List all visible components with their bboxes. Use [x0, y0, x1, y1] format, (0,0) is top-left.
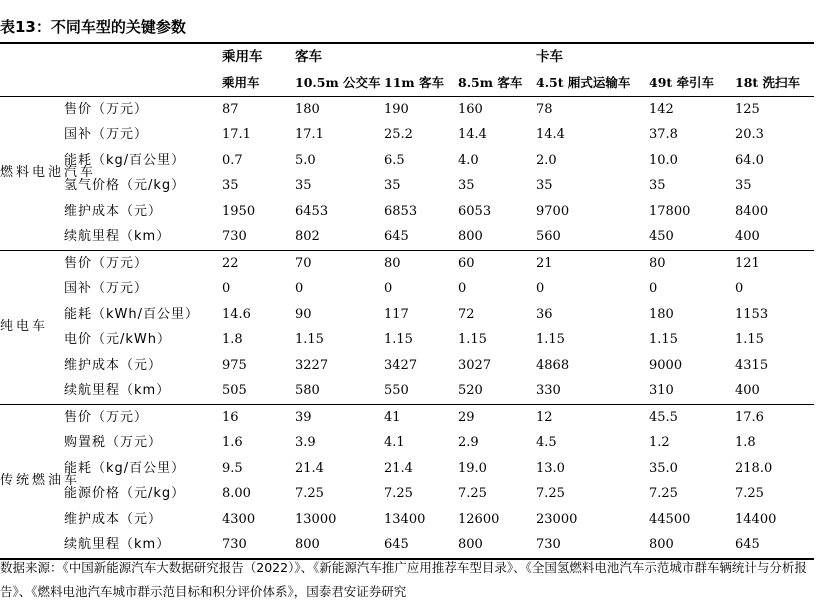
- value-cell: 35.0: [649, 460, 678, 476]
- value-cell: 7.25: [536, 486, 565, 501]
- value-cell: 16: [222, 404, 295, 430]
- value-cell: 190: [384, 96, 458, 122]
- value-cell: 330: [536, 383, 561, 398]
- value-cell: 1153: [735, 306, 769, 322]
- value-cell: 22: [222, 250, 295, 276]
- value-cell: 1.6: [222, 435, 243, 450]
- value-cell: 35: [295, 178, 312, 193]
- header-category-row: [0, 43, 814, 70]
- value-cell: 35: [384, 178, 401, 193]
- metric-label: 能耗（kWh/百公里）: [64, 306, 200, 322]
- value-cell: 17.1: [222, 127, 251, 142]
- metric-label: 维护成本（元）: [64, 511, 163, 527]
- header-empty-cell: [0, 43, 64, 70]
- value-cell: 35: [222, 178, 239, 193]
- value-cell: 975: [222, 357, 247, 373]
- value-cell: 70: [295, 250, 384, 276]
- table-row: [0, 456, 814, 482]
- metric-label: 能耗（kg/百公里）: [64, 460, 186, 476]
- value-cell: 7.25: [649, 486, 678, 501]
- table-title: 表13：不同车型的关键参数: [0, 18, 186, 36]
- value-cell: 180: [295, 96, 384, 122]
- value-cell: 8400: [735, 203, 769, 219]
- value-cell: 17.1: [295, 127, 324, 142]
- value-cell: 10.0: [649, 152, 678, 168]
- value-cell: 7.25: [384, 486, 413, 501]
- header-model-row: [0, 70, 814, 96]
- value-cell: 1.15: [295, 332, 324, 347]
- value-cell: 730: [222, 229, 247, 244]
- value-cell: 1.2: [649, 435, 670, 450]
- value-cell: 1.15: [536, 332, 565, 347]
- value-cell: 520: [458, 383, 483, 398]
- value-cell: 14.4: [536, 127, 565, 142]
- header-category-passenger: 乘用车: [222, 49, 263, 65]
- metric-label: 续航里程（km）: [64, 383, 171, 398]
- value-cell: 560: [536, 229, 561, 244]
- table-row: [0, 302, 814, 328]
- value-cell: 12600: [458, 511, 500, 527]
- table-row: [0, 430, 814, 456]
- value-cell: 35: [458, 178, 475, 193]
- value-cell: 5.0: [295, 152, 316, 168]
- value-cell: 1.15: [458, 332, 487, 347]
- value-cell: 2.0: [536, 152, 557, 168]
- table-row: [0, 404, 814, 430]
- value-cell: 180: [649, 306, 674, 322]
- value-cell: 45.5: [649, 404, 735, 430]
- table-row: [0, 173, 814, 199]
- value-cell: 7.25: [735, 486, 764, 501]
- table-row: [0, 532, 814, 559]
- value-cell: 36: [536, 306, 553, 322]
- value-cell: 450: [649, 229, 674, 244]
- value-cell: 44500: [649, 511, 691, 527]
- section-label: 纯电车: [0, 250, 64, 404]
- value-cell: 13.0: [536, 460, 565, 476]
- value-cell: 800: [458, 229, 483, 244]
- value-cell: 4315: [735, 357, 769, 373]
- value-cell: 1.8: [222, 332, 243, 347]
- value-cell: 21: [536, 250, 649, 276]
- metric-label: 售价（万元）: [64, 96, 222, 122]
- value-cell: 87: [222, 96, 295, 122]
- value-cell: 800: [458, 537, 483, 552]
- value-cell: 17.6: [735, 404, 814, 430]
- metric-label: 国补（万元）: [64, 281, 149, 296]
- value-cell: 13400: [384, 511, 426, 527]
- value-cell: 4.1: [384, 435, 405, 450]
- table-row: [0, 250, 814, 276]
- value-cell: 17800: [649, 203, 691, 219]
- table-row: [0, 507, 814, 533]
- metric-label: 续航里程（km）: [64, 537, 171, 552]
- value-cell: 35: [649, 178, 666, 193]
- header-empty-cell: [0, 70, 64, 96]
- value-cell: 6453: [295, 203, 329, 219]
- value-cell: 160: [458, 96, 536, 122]
- value-cell: 80: [384, 250, 458, 276]
- value-cell: 7.25: [295, 486, 324, 501]
- value-cell: 35: [735, 178, 752, 193]
- table-row: [0, 276, 814, 302]
- table-row: [0, 353, 814, 379]
- header-empty-cell: [64, 70, 222, 96]
- value-cell: 1.15: [735, 332, 764, 347]
- metric-label: 售价（万元）: [64, 404, 222, 430]
- value-cell: 19.0: [458, 460, 487, 476]
- value-cell: 0.7: [222, 152, 243, 168]
- value-cell: 0: [735, 281, 744, 296]
- value-cell: 6053: [458, 203, 492, 219]
- value-cell: 4.5: [536, 435, 557, 450]
- metric-label: 购置税（万元）: [64, 435, 163, 450]
- value-cell: 14400: [735, 511, 777, 527]
- metric-label: 电价（元/kWh）: [64, 332, 172, 347]
- value-cell: 0: [384, 281, 393, 296]
- header-category-truck: 卡车: [536, 49, 563, 65]
- header-model: 4.5t 厢式运输车: [536, 75, 631, 90]
- value-cell: 0: [536, 281, 545, 296]
- header-model: 乘用车: [222, 75, 260, 90]
- value-cell: 12: [536, 404, 649, 430]
- metric-label: 续航里程（km）: [64, 229, 171, 244]
- value-cell: 14.6: [222, 306, 251, 322]
- value-cell: 9.5: [222, 460, 243, 476]
- value-cell: 8.00: [222, 486, 251, 501]
- value-cell: 21.4: [295, 460, 324, 476]
- value-cell: 142: [649, 96, 735, 122]
- value-cell: 505: [222, 383, 247, 398]
- value-cell: 4300: [222, 511, 256, 527]
- value-cell: 64.0: [735, 152, 764, 168]
- value-cell: 0: [222, 281, 231, 296]
- value-cell: 14.4: [458, 127, 487, 142]
- section-label: 传统燃油车: [0, 404, 64, 559]
- value-cell: 400: [735, 229, 760, 244]
- value-cell: 550: [384, 383, 409, 398]
- value-cell: 41: [384, 404, 458, 430]
- table-row: [0, 148, 814, 174]
- value-cell: 4868: [536, 357, 570, 373]
- value-cell: 7.25: [458, 486, 487, 501]
- value-cell: 117: [384, 306, 409, 322]
- metric-label: 氢气价格（元/kg）: [64, 178, 186, 193]
- value-cell: 645: [735, 537, 760, 552]
- value-cell: 3227: [295, 357, 329, 373]
- value-cell: 37.8: [649, 127, 678, 142]
- table-row: [0, 224, 814, 250]
- value-cell: 310: [649, 383, 674, 398]
- value-cell: 1950: [222, 203, 256, 219]
- value-cell: 125: [735, 96, 814, 122]
- table-row: [0, 327, 814, 353]
- value-cell: 35: [536, 178, 553, 193]
- value-cell: 25.2: [384, 127, 413, 142]
- value-cell: 80: [649, 250, 735, 276]
- value-cell: 800: [649, 537, 674, 552]
- value-cell: 23000: [536, 511, 578, 527]
- value-cell: 730: [536, 537, 561, 552]
- value-cell: 29: [458, 404, 536, 430]
- value-cell: 802: [295, 229, 320, 244]
- value-cell: 90: [295, 306, 312, 322]
- value-cell: 645: [384, 229, 409, 244]
- header-category-bus: 客车: [295, 49, 322, 65]
- metric-label: 能源价格（元/kg）: [64, 486, 186, 501]
- header-model: 10.5m 公交车: [295, 75, 381, 90]
- value-cell: 730: [222, 537, 247, 552]
- value-cell: 6.5: [384, 152, 405, 168]
- value-cell: 1.15: [649, 332, 678, 347]
- section-label: 燃料电池汽车: [0, 96, 64, 250]
- table-row: [0, 96, 814, 122]
- metric-label: 售价（万元）: [64, 250, 222, 276]
- value-cell: 218.0: [735, 460, 773, 476]
- header-model: 49t 牵引车: [649, 75, 715, 90]
- value-cell: 1.8: [735, 435, 756, 450]
- value-cell: 3.9: [295, 435, 316, 450]
- value-cell: 0: [295, 281, 304, 296]
- value-cell: 800: [295, 537, 320, 552]
- value-cell: 60: [458, 250, 536, 276]
- parameters-table: [0, 42, 814, 560]
- source-note: 数据来源：《中国新能源汽车大数据研究报告（2022）》、《新能源汽车推广应用推荐车型目录》、《全国氢燃料电池汽车示范城市群车辆统计与分析报告》、《燃料电池汽车城市群示范目标和积分评价体系》，国泰君安证券研究: [0, 560, 807, 599]
- value-cell: 121: [735, 250, 814, 276]
- table-row: [0, 378, 814, 404]
- value-cell: 21.4: [384, 460, 413, 476]
- value-cell: 0: [458, 281, 467, 296]
- value-cell: 2.9: [458, 435, 479, 450]
- table-row: [0, 199, 814, 225]
- value-cell: 6853: [384, 203, 418, 219]
- value-cell: 0: [649, 281, 658, 296]
- value-cell: 20.3: [735, 127, 764, 142]
- value-cell: 580: [295, 383, 320, 398]
- table-row: [0, 481, 814, 507]
- value-cell: 39: [295, 404, 384, 430]
- metric-label: 能耗（kg/百公里）: [64, 152, 186, 168]
- value-cell: 3027: [458, 357, 492, 373]
- value-cell: 78: [536, 96, 649, 122]
- value-cell: 4.0: [458, 152, 479, 168]
- value-cell: 13000: [295, 511, 337, 527]
- header-model: 11m 客车: [384, 75, 444, 90]
- value-cell: 1.15: [384, 332, 413, 347]
- metric-label: 维护成本（元）: [64, 203, 163, 219]
- header-model: 8.5m 客车: [458, 75, 523, 90]
- metric-label: 国补（万元）: [64, 127, 149, 142]
- value-cell: 9700: [536, 203, 570, 219]
- table-body: [0, 96, 814, 559]
- metric-label: 维护成本（元）: [64, 357, 163, 373]
- value-cell: 9000: [649, 357, 683, 373]
- value-cell: 3427: [384, 357, 418, 373]
- header-empty-cell: [64, 43, 222, 70]
- table-row: [0, 122, 814, 148]
- value-cell: 400: [735, 383, 760, 398]
- header-model: 18t 洗扫车: [735, 75, 801, 90]
- value-cell: 645: [384, 537, 409, 552]
- value-cell: 72: [458, 306, 475, 322]
